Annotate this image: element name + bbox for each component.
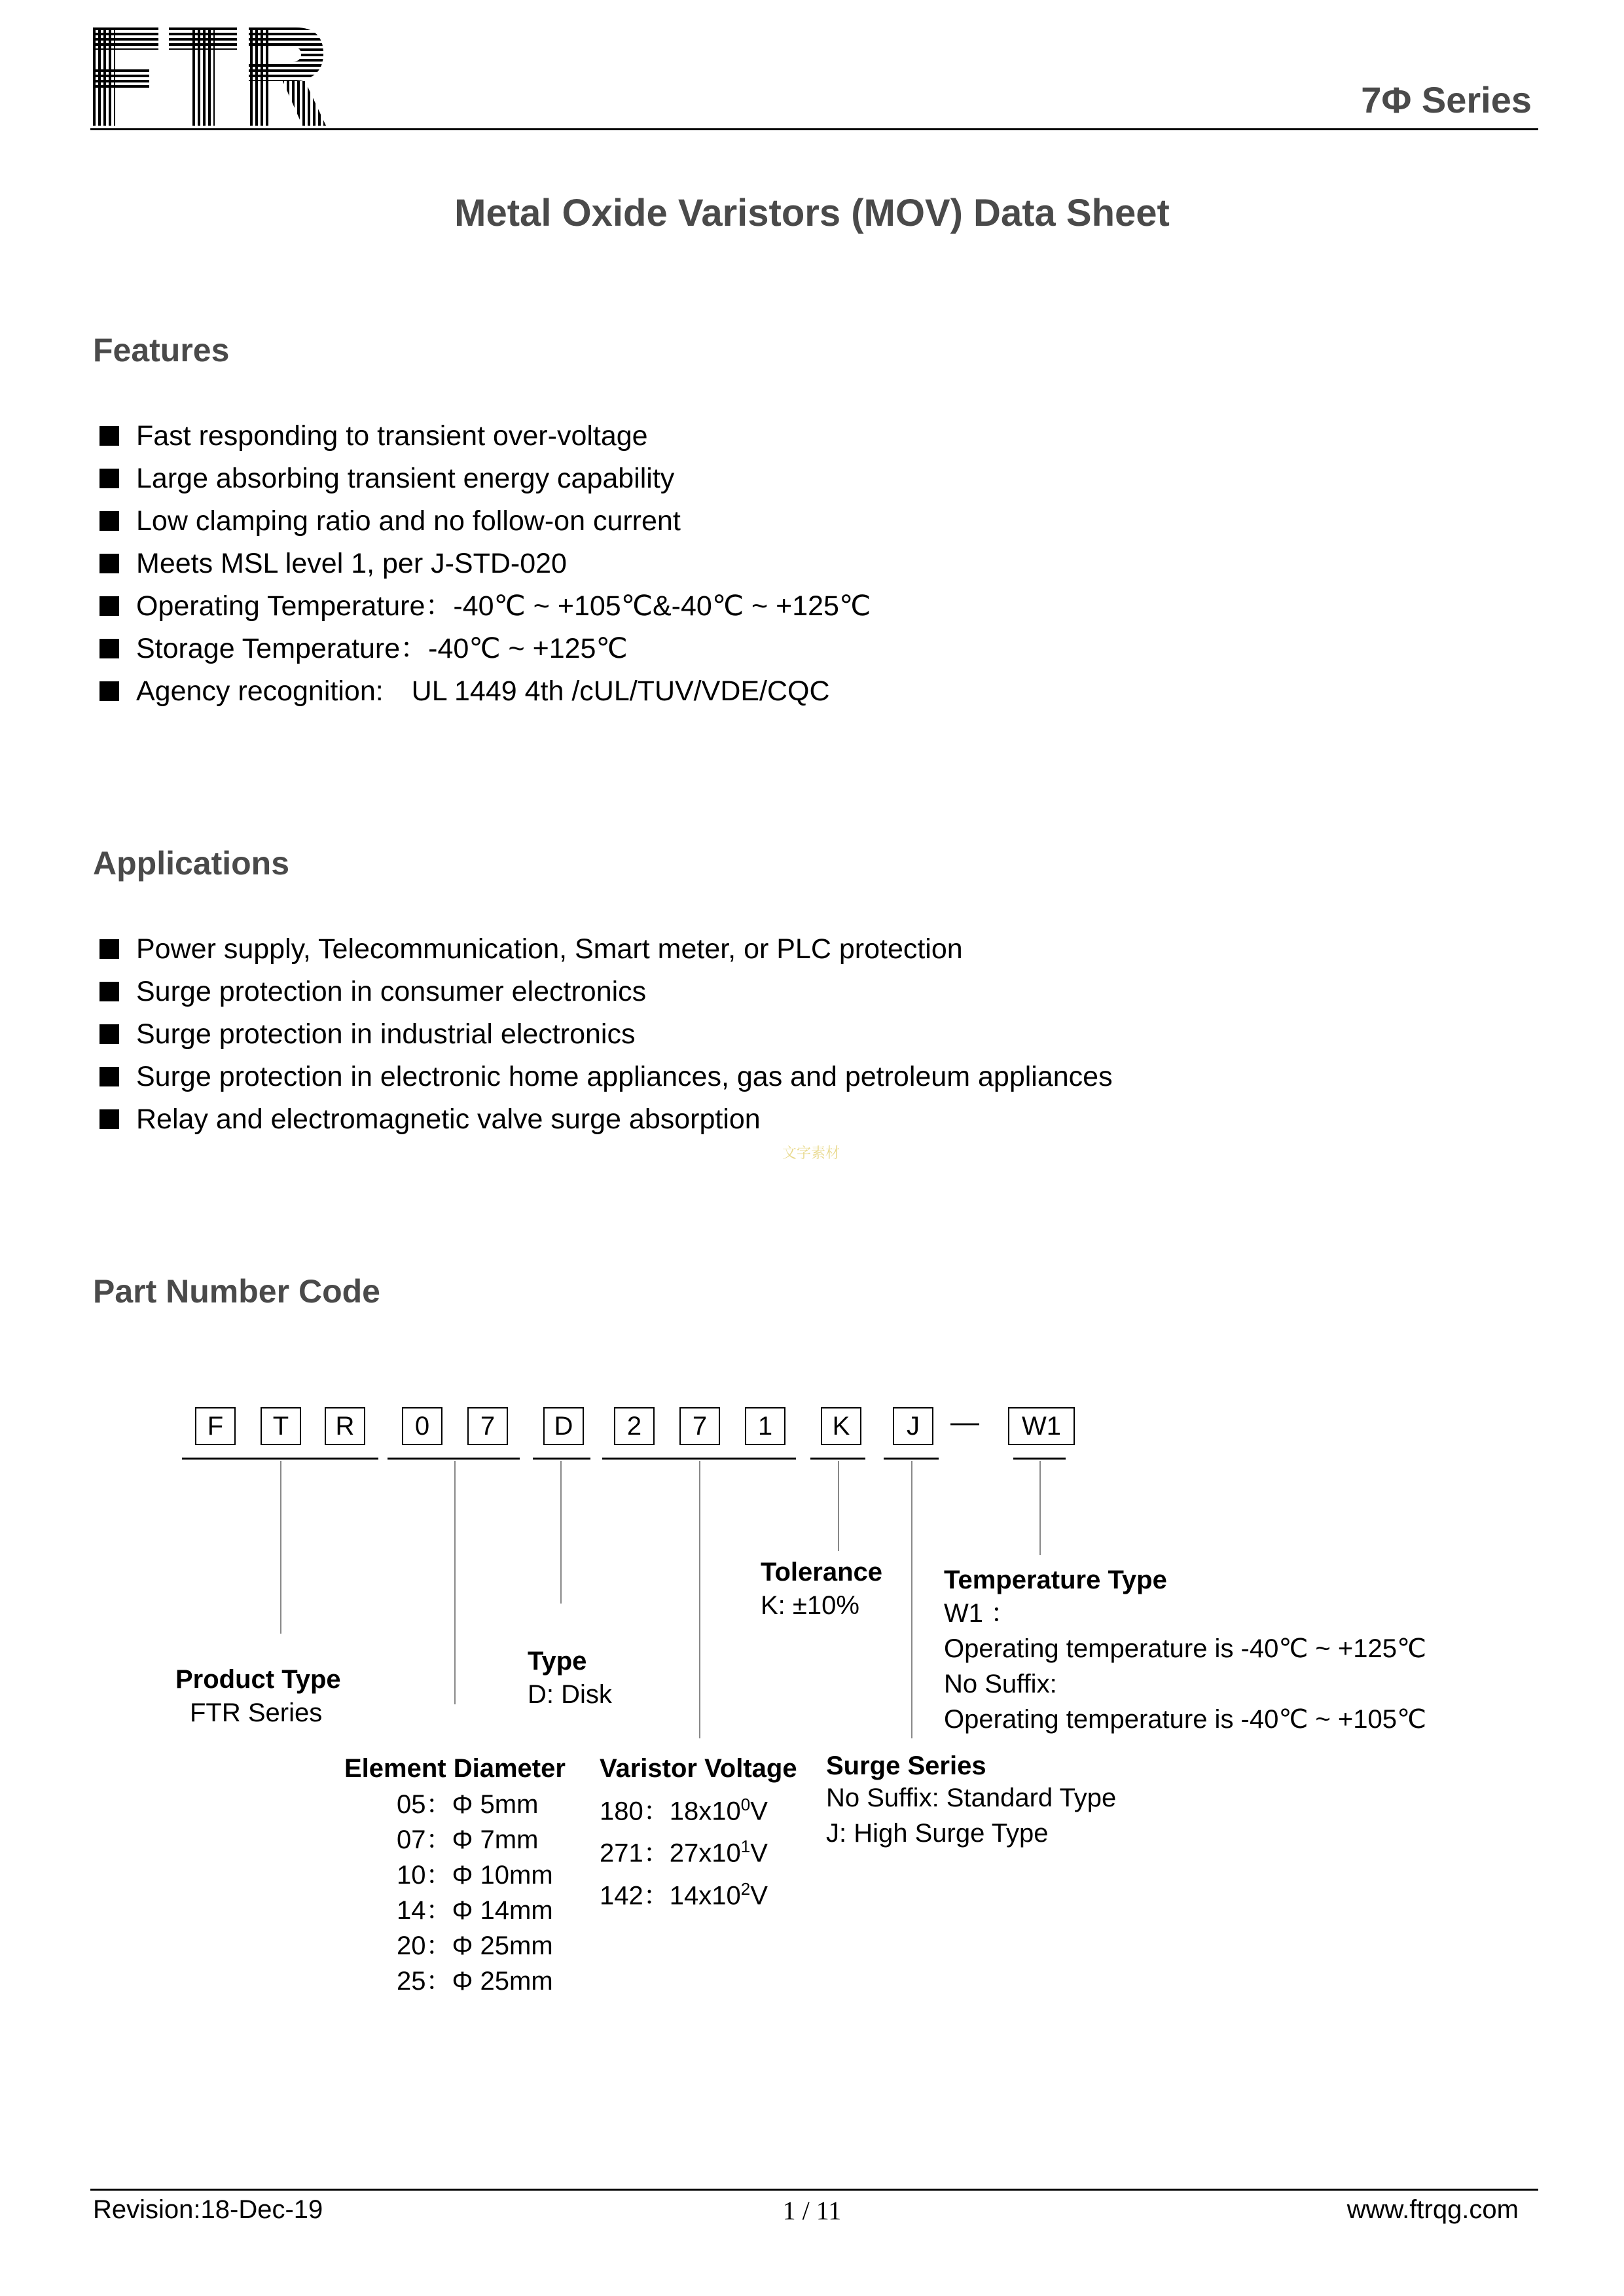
diameter-row: 20：Φ 25mm [397,1931,553,1960]
code-box-t: T [261,1407,301,1445]
applications-list [93,928,1113,1141]
list-item: Power supply, Telecommunication, Smart meter, or PLC protection [93,928,1113,971]
code-box-7: 7 [467,1407,508,1445]
underline-product-type [182,1458,378,1460]
underline-voltage [602,1458,796,1460]
connector-product-type [280,1461,281,1634]
applications-heading: Applications [93,845,290,882]
diameter-row: 14：Φ 14mm [397,1896,553,1925]
list-item: Low clamping ratio and no follow-on current [93,500,871,543]
bullet-square-icon [99,681,119,701]
part-number-heading: Part Number Code [93,1273,380,1310]
surge-series-row: No Suffix: Standard Type [826,1784,1117,1812]
list-item: Surge protection in electronic home appliances, gas and petroleum appliances [93,1056,1113,1098]
varistor-voltage-list [600,1787,768,1913]
website-link[interactable]: www.ftrqg.com [1346,2195,1519,2224]
list-item: Surge protection in consumer electronics [93,971,1113,1013]
faint-watermark-text: 文字素材 [782,1145,840,1161]
list-item: Agency recognition: UL 1449 4th /cUL/TUV/VDE/CQC [93,670,871,713]
connector-voltage [699,1461,700,1738]
varistor-voltage-label: Varistor Voltage [600,1754,797,1783]
revision-date: Revision:18-Dec-19 [93,2195,323,2224]
connector-tolerance [838,1461,839,1551]
product-type-label: Product Type [175,1665,341,1694]
code-box-7b: 7 [679,1407,720,1445]
temperature-type-row: No Suffix: [944,1670,1057,1698]
voltage-row: 271：$27x10^1V$ [600,1837,768,1868]
page-title: Metal Oxide Varistors (MOV) Data Sheet [454,192,1170,234]
voltage-row: 180：$18x10^0V$ [600,1795,768,1826]
surge-series-list [826,1780,1116,1851]
element-diameter-list [397,1787,553,1999]
footer-divider [90,2189,1538,2191]
voltage-row: 142：$14x10^2V$ [600,1878,768,1910]
features-list [93,415,871,713]
code-box-1: 1 [745,1407,785,1445]
surge-series-label: Surge Series [826,1751,986,1780]
diameter-row: 05：Φ 5mm [397,1790,539,1819]
code-box-k: K [821,1407,861,1445]
bullet-square-icon [99,982,119,1001]
tolerance-value: K: ±10% [761,1591,859,1620]
connector-diameter [454,1461,456,1704]
connector-type [560,1461,562,1604]
bullet-square-icon [99,1109,119,1129]
code-box-2: 2 [614,1407,655,1445]
header-divider [90,128,1538,130]
temperature-type-list [944,1596,1426,1737]
bullet-square-icon [99,426,119,446]
ftr-logo [93,27,326,126]
temperature-type-row: Operating temperature is -40℃ ~ +105℃ [944,1705,1426,1734]
bullet-square-icon [99,596,119,616]
code-dash: — [950,1406,979,1438]
diameter-row: 10：Φ 10mm [397,1861,553,1890]
features-heading: Features [93,332,230,368]
underline-temperature [1013,1458,1066,1460]
underline-surge [884,1458,939,1460]
series-label: 7Φ Series [1361,79,1532,120]
bullet-square-icon [99,639,119,658]
type-label: Type [528,1647,587,1676]
underline-type [533,1458,590,1460]
surge-series-row: J: High Surge Type [826,1819,1049,1848]
bullet-square-icon [99,469,119,488]
diameter-row: 07：Φ 7mm [397,1825,539,1854]
bullet-square-icon [99,1024,119,1044]
code-box-d: D [543,1407,584,1445]
list-item: Large absorbing transient energy capability [93,457,871,500]
code-box-r: R [325,1407,365,1445]
bullet-square-icon [99,939,119,959]
temperature-type-label: Temperature Type [944,1566,1167,1594]
bullet-square-icon [99,1067,119,1086]
list-item: Relay and electromagnetic valve surge absorption [93,1098,1113,1141]
code-box-0: 0 [402,1407,442,1445]
temperature-type-row: W1 ： [944,1599,1017,1628]
list-item: Surge protection in industrial electronics [93,1013,1113,1056]
list-item: Operating Temperature：-40℃ ~ +105℃&-40℃ ~ +125℃ [93,585,871,628]
bullet-square-icon [99,511,119,531]
code-box-f: F [195,1407,236,1445]
element-diameter-label: Element Diameter [344,1754,566,1783]
connector-temperature [1039,1461,1041,1555]
bullet-square-icon [99,554,119,573]
connector-surge [911,1461,912,1738]
code-box-w1: W1 [1008,1407,1075,1445]
diameter-row: 25：Φ 25mm [397,1967,553,1996]
type-value: D: Disk [528,1680,612,1709]
underline-diameter [388,1458,520,1460]
list-item: Storage Temperature：-40℃ ~ +125℃ [93,628,871,670]
temperature-type-row: Operating temperature is -40℃ ~ +125℃ [944,1634,1426,1663]
page-number: 1 / 11 [782,2196,842,2225]
list-item: Fast responding to transient over-voltage [93,415,871,457]
code-box-j: J [893,1407,933,1445]
tolerance-label: Tolerance [761,1558,882,1587]
underline-tolerance [810,1458,865,1460]
product-type-value: FTR Series [190,1698,323,1727]
list-item: Meets MSL level 1, per J-STD-020 [93,543,871,585]
